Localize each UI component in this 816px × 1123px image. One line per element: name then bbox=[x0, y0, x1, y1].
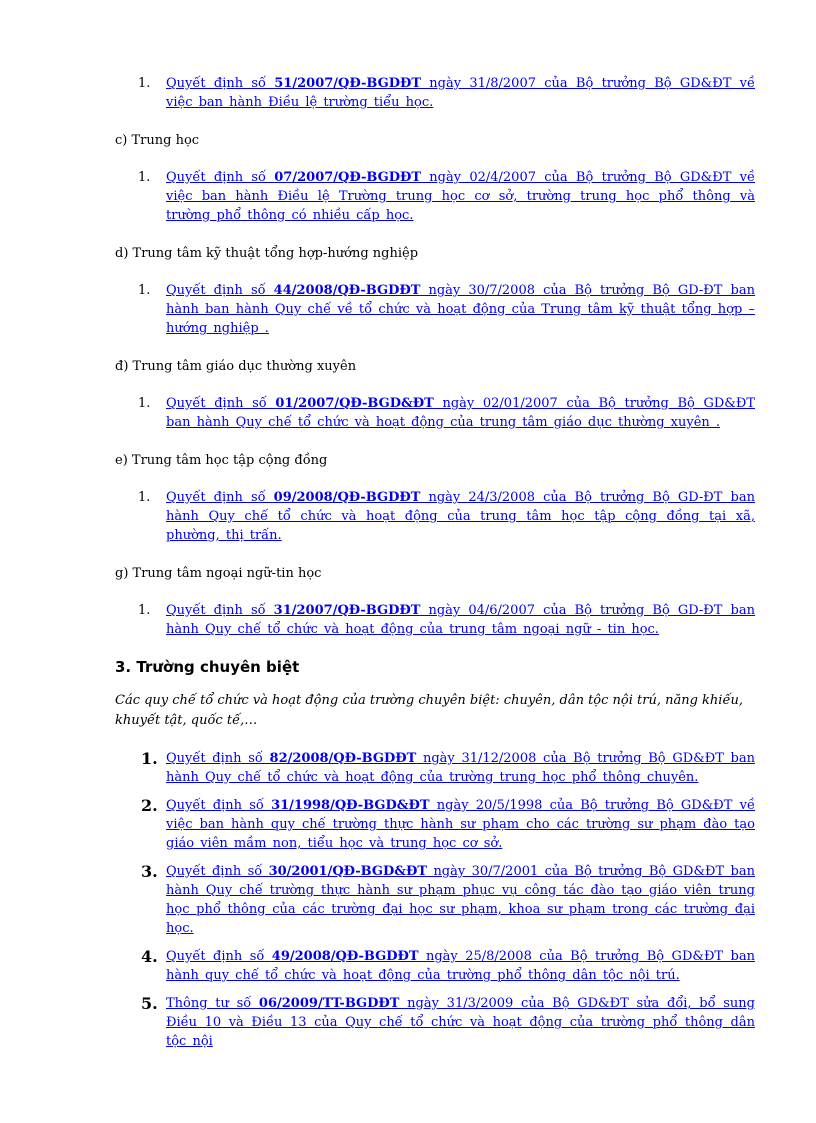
decision-code: 49/2008/QĐ-BGDĐT bbox=[271, 949, 419, 964]
link-description: ngày 25/8/2008 của Bộ trưởng Bộ GD&ĐT ban hành quy chế tổ chức và hoạt động của trường phổ thông dân tộc nội trú. bbox=[166, 949, 755, 983]
decision-link-01-2007[interactable] bbox=[166, 394, 755, 432]
list-item bbox=[115, 947, 755, 985]
list-item bbox=[115, 488, 755, 545]
list-item bbox=[115, 862, 755, 938]
decision-link-07-2007[interactable] bbox=[166, 168, 755, 225]
link-prefix: Quyết định số bbox=[166, 490, 274, 505]
decision-code: 07/2007/QĐ-BGDĐT bbox=[274, 170, 421, 185]
link-description: ngày 31/3/2009 của Bộ GD&ĐT sửa đổi, bổ sung Điều 10 và Điều 13 của Quy chế tổ chức và hoạt động của trường phổ thông dân tộc nội bbox=[166, 996, 755, 1049]
link-prefix: Quyết định số bbox=[166, 798, 272, 813]
decision-link-82-2008[interactable] bbox=[166, 749, 755, 787]
link-prefix: Quyết định số bbox=[166, 283, 274, 298]
circular-link-06-2009[interactable] bbox=[166, 994, 755, 1051]
list-item bbox=[115, 994, 755, 1051]
section-heading-hoc-tap-cong-dong: e) Trung tâm học tập cộng đồng bbox=[115, 453, 328, 468]
link-prefix: Quyết định số bbox=[166, 76, 275, 91]
list-number: 1. bbox=[138, 396, 151, 411]
section-intro: Các quy chế tổ chức và hoạt động của trường chuyên biệt: chuyên, dân tộc nội trú, năng khiếu, khuyết tật, quốc tế,… bbox=[115, 693, 743, 728]
document-content bbox=[115, 74, 755, 1051]
list-item bbox=[115, 168, 755, 225]
decision-link-49-2008[interactable] bbox=[166, 947, 755, 985]
link-description: ngày 04/6/2007 của Bộ trưởng Bộ GD-ĐT ban hành Quy chế tổ chức và hoạt động của trung tâm ngoại ngữ - tin học. bbox=[166, 603, 755, 637]
link-prefix: Quyết định số bbox=[166, 396, 276, 411]
link-prefix: Quyết định số bbox=[166, 949, 272, 964]
list-number: 1. bbox=[141, 749, 158, 768]
list-ngoai-ngu-tin-hoc bbox=[115, 601, 755, 639]
list-number: 2. bbox=[141, 796, 158, 815]
section-heading-ngoai-ngu-tin-hoc: g) Trung tâm ngoại ngữ-tin học bbox=[115, 566, 322, 581]
decision-link-44-2008[interactable] bbox=[166, 281, 755, 338]
link-prefix: Quyết định số bbox=[166, 603, 274, 618]
link-description: ngày 20/5/1998 của Bộ trưởng Bộ GD&ĐT về việc ban hành quy chế trường thực hành sư phạm cho các trường sư phạm đào tạo giáo viên mầm non, tiểu học và trung học cơ sở. bbox=[166, 798, 756, 851]
list-item bbox=[115, 394, 755, 432]
decision-code: 31/1998/QĐ-BGD&ĐT bbox=[271, 798, 430, 813]
section-title-truong-chuyen-biet: 3. Trường chuyên biệt bbox=[115, 658, 300, 676]
decision-code: 31/2007/QĐ-BGDĐT bbox=[273, 603, 421, 618]
list-item bbox=[115, 796, 755, 853]
link-description: ngày 02/01/2007 của Bộ trưởng Bộ GD&ĐT ban hành Quy chế tổ chức và hoạt động của trung tâm giáo dục thường xuyên . bbox=[166, 396, 755, 430]
list-number: 3. bbox=[141, 862, 158, 881]
section-heading-ky-thuat-tong-hop: d) Trung tâm kỹ thuật tổng hợp-hướng nghiệp bbox=[115, 246, 419, 261]
decision-code: 82/2008/QĐ-BGDĐT bbox=[269, 751, 417, 766]
list-ky-thuat-tong-hop bbox=[115, 281, 755, 338]
decision-link-30-2001[interactable] bbox=[166, 862, 755, 938]
list-item bbox=[115, 74, 755, 112]
list-number: 1. bbox=[138, 283, 151, 298]
list-number: 1. bbox=[138, 603, 151, 618]
list-trung-hoc bbox=[115, 168, 755, 225]
list-number: 5. bbox=[141, 994, 158, 1013]
list-number: 1. bbox=[138, 170, 151, 185]
list-item bbox=[115, 601, 755, 639]
section-heading-giao-duc-thuong-xuyen: đ) Trung tâm giáo dục thường xuyên bbox=[115, 359, 357, 374]
decision-code: 44/2008/QĐ-BGDĐT bbox=[273, 283, 421, 298]
link-description: ngày 30/7/2001 của Bộ trưởng Bộ GD&ĐT ban hành Quy chế trường thực hành sư phạm phục vụ công tác đào tạo giáo viên trung học phổ thông của các trường đại học sư phạm, khoa sư phạm trong các trường đại học. bbox=[166, 864, 755, 936]
list-item bbox=[115, 281, 755, 338]
list-truong-chuyen-biet bbox=[115, 749, 755, 1051]
section-heading-trung-hoc: c) Trung học bbox=[115, 133, 200, 148]
link-description: ngày 30/7/2008 của Bộ trưởng Bộ GD-ĐT ban hành ban hành Quy chế về tổ chức và hoạt động của Trung tâm kỹ thuật tổng hợp – hướng nghiệp . bbox=[166, 283, 755, 336]
decision-code: 30/2001/QĐ-BGD&ĐT bbox=[268, 864, 428, 879]
link-description: ngày 02/4/2007 của Bộ trưởng Bộ GD&ĐT về việc ban hành Điều lệ Trường trung học cơ sở, trường trung học phổ thông và trường phổ thông có nhiều cấp học. bbox=[166, 170, 755, 223]
link-prefix: Quyết định số bbox=[166, 751, 270, 766]
list-giao-duc-thuong-xuyen bbox=[115, 394, 755, 432]
decision-code: 06/2009/TT-BGDĐT bbox=[258, 996, 400, 1011]
decision-code: 09/2008/QĐ-BGDĐT bbox=[273, 490, 421, 505]
list-hoc-tap-cong-dong bbox=[115, 488, 755, 545]
decision-link-31-2007[interactable] bbox=[166, 601, 755, 639]
decision-link-51-2007[interactable] bbox=[166, 74, 755, 112]
link-prefix: Quyết định số bbox=[166, 170, 275, 185]
link-prefix: Thông tư số bbox=[166, 996, 259, 1011]
decision-link-09-2008[interactable] bbox=[166, 488, 755, 545]
list-item bbox=[115, 749, 755, 787]
list-number: 1. bbox=[138, 490, 151, 505]
decision-link-31-1998[interactable] bbox=[166, 796, 755, 853]
list-tieu-hoc bbox=[115, 74, 755, 112]
link-description: ngày 31/8/2007 của Bộ trưởng Bộ GD&ĐT về việc ban hành Điều lệ trường tiểu học. bbox=[166, 76, 755, 110]
list-number: 1. bbox=[138, 76, 151, 91]
list-number: 4. bbox=[141, 947, 158, 966]
decision-code: 51/2007/QĐ-BGDĐT bbox=[274, 76, 421, 91]
link-prefix: Quyết định số bbox=[166, 864, 269, 879]
link-description: ngày 31/12/2008 của Bộ trưởng Bộ GD&ĐT ban hành Quy chế tổ chức và hoạt động của trường trung học phổ thông chuyên. bbox=[166, 751, 756, 785]
decision-code: 01/2007/QĐ-BGD&ĐT bbox=[275, 396, 434, 411]
link-description: ngày 24/3/2008 của Bộ trưởng Bộ GD-ĐT ban hành Quy chế tổ chức và hoạt động của trung tâm học tập cộng đồng tại xã, phường, thị trấn. bbox=[166, 490, 755, 543]
